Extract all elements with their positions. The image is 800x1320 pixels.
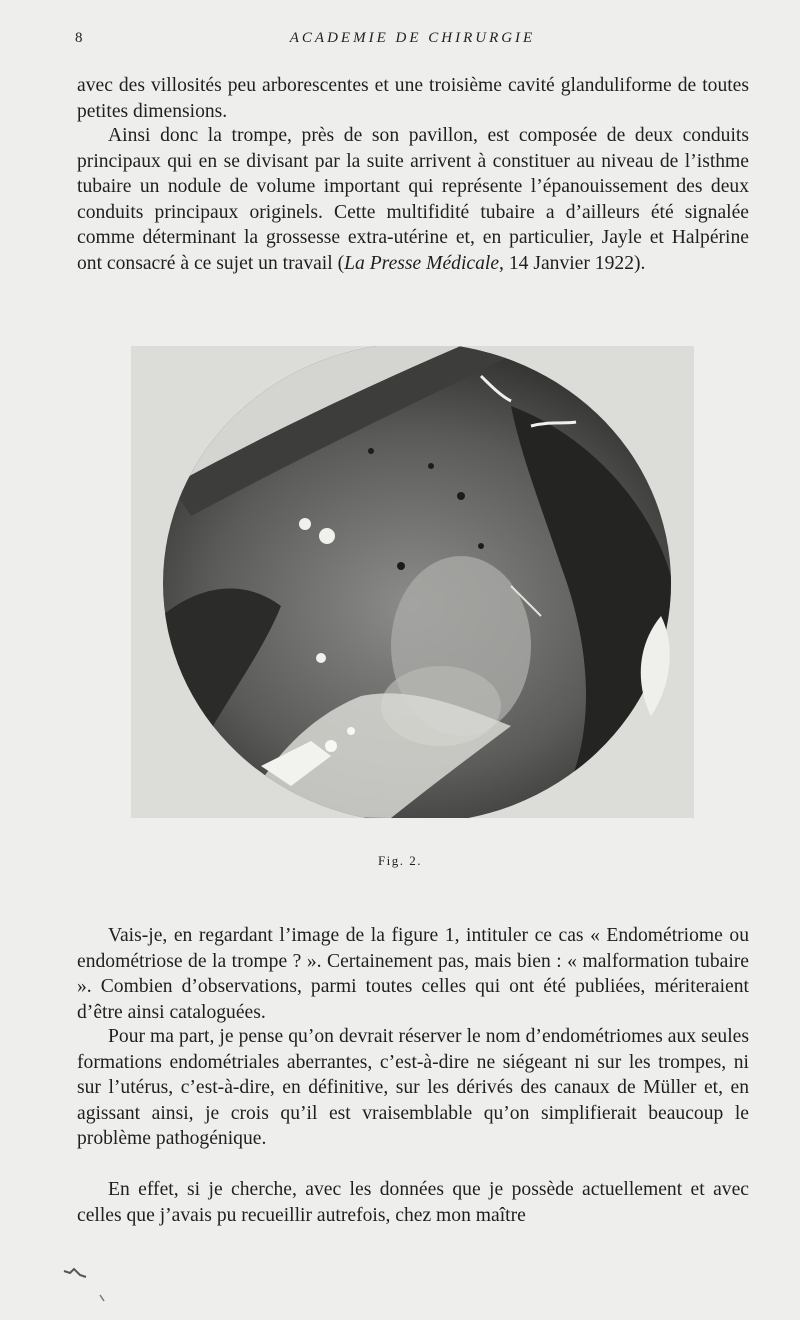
paragraph: avec des villosités peu arborescentes et une troisième cavité glanduliforme de toutes petites dimensions. xyxy=(77,75,749,122)
page-number: 8 xyxy=(75,30,83,46)
ink-smudge xyxy=(60,1265,120,1305)
micrograph-image xyxy=(131,346,694,818)
paragraph-text: Ainsi donc la trompe, près de son pavillon, est composée de deux conduits principaux qui en se divisant par la suite arrivent à constituer au niveau de l’isthme tubaire un nodule de volume important qui représente l’épanouissement des deux conduits principaux originels. Cette multifidité tubaire a d’ailleurs été signalée comme déterminant la grossesse extra-utérine et, en particulier, Jayle et Halpérine ont consacré à ce sujet un travail ( xyxy=(77,125,749,274)
page-header xyxy=(75,30,750,54)
paragraph: En effet, si je cherche, avec les données que je possède actuellement et avec celles que j’avais pu recueillir autrefois, chez mon maître xyxy=(77,1179,749,1226)
figure-caption: Fig. 2. xyxy=(377,853,423,868)
micrograph-figure xyxy=(131,346,694,818)
citation-date: , 14 Janvier 1922). xyxy=(499,252,646,274)
running-head: ACADEMIE DE CHIRURGIE xyxy=(289,30,536,46)
paragraph: Pour ma part, je pense qu’on devrait réserver le nom d’endométriomes aux seules formations endométriales aberrantes, c’est-à-dire ne siégeant ni sur les trompes, ni sur l’utérus, c’est-à-dire, en définitive, sur les dérivés des canaux de Müller et, en agissant ainsi, je crois qu’il est vraisemblable qu’on simplifierait beaucoup le problème pathogénique. xyxy=(77,1026,749,1150)
paragraph xyxy=(77,123,749,277)
journal-title: La Presse Médicale xyxy=(344,252,500,274)
paragraph: Vais-je, en regardant l’image de la figure 1, intituler ce cas « Endométriome ou endométriose de la trompe ? ». Certainement pas, mais bien : « malformation tubaire ». Combien d’observations, parmi toutes celles qui ont été publiées, mériteraient d’être ainsi cataloguées. xyxy=(77,925,749,1023)
